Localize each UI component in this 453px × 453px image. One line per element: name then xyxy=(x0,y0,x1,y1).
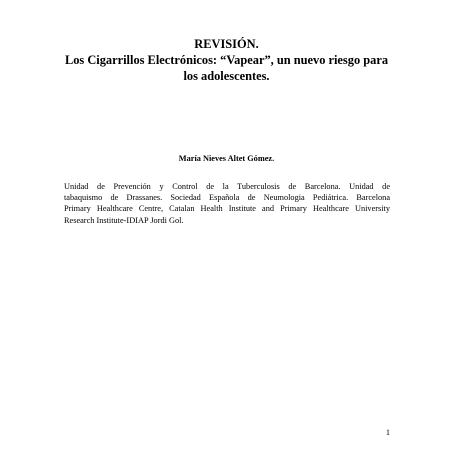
title-line-continued: los adolescentes. xyxy=(183,69,270,83)
affiliation-line: Unidad de Prevención y Control de la Tuberculosis de Barcelona. Unidad de xyxy=(64,182,390,191)
title-line-main: Los Cigarrillos Electrónicos: “Vapear”, un nuevo riesgo para xyxy=(64,53,389,67)
affiliation-line: Research Institute-IDIAP Jordi Gol. xyxy=(64,215,184,225)
page-number: 1 xyxy=(385,428,390,437)
affiliation-line: tabaquismo de Drassanes. Sociedad Española de Neumologia Pediátrica. Barcelona xyxy=(64,193,390,203)
affiliation-line: Primary Healthcare Centre, Catalan Health Institute and Primary Healthcare University xyxy=(64,204,390,214)
author-affiliation xyxy=(64,181,390,226)
paper-title xyxy=(40,36,413,84)
title-line-section: REVISIÓN. xyxy=(194,37,259,51)
author-name: María Nieves Altet Gómez. xyxy=(178,154,275,163)
